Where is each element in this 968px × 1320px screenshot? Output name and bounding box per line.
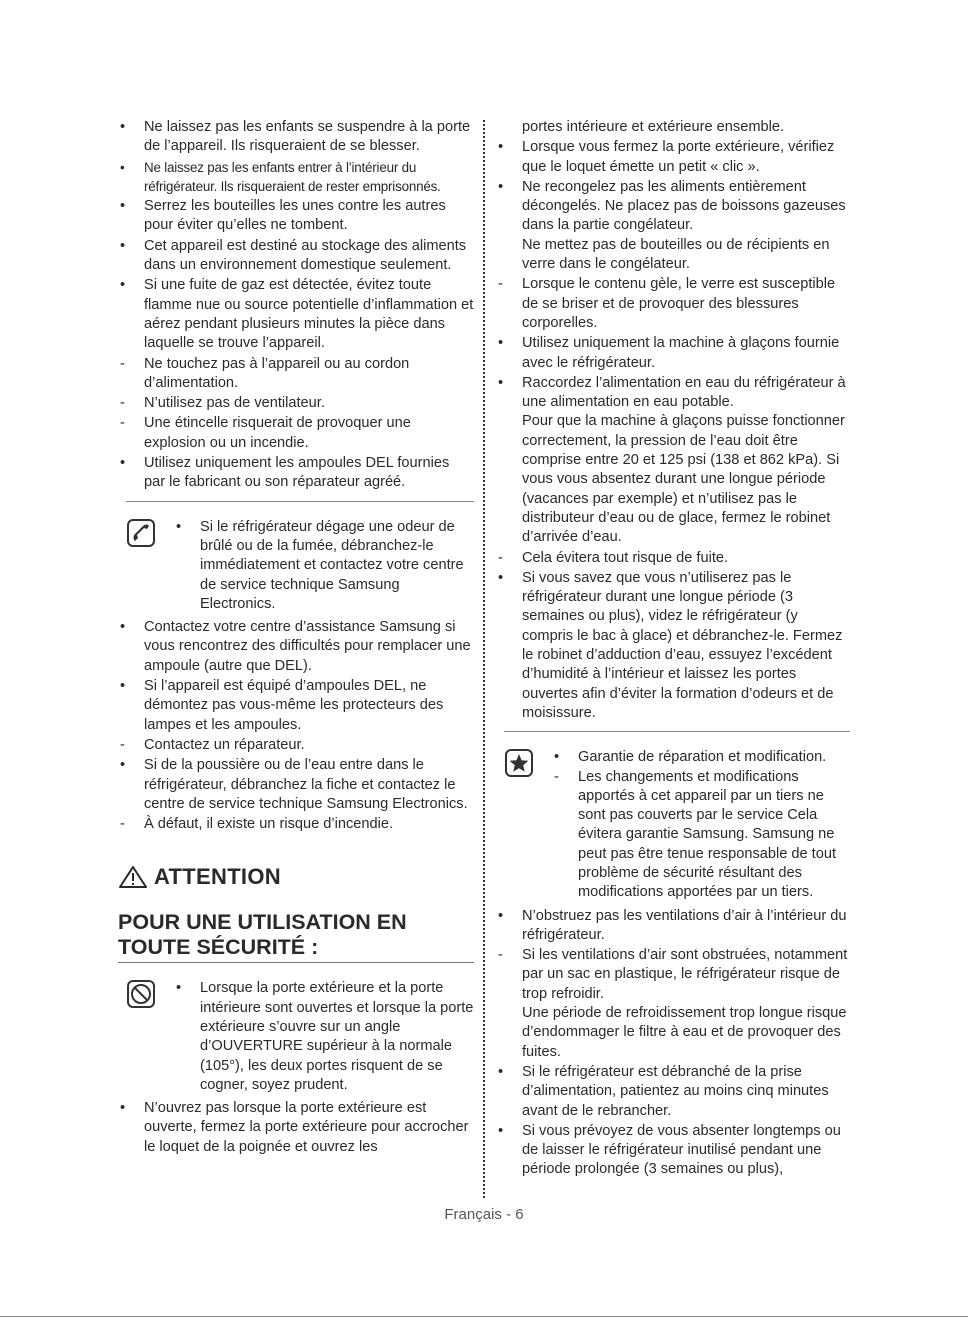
item-text: Lorsque le contenu gèle, le verre est susceptible de se briser et de provoquer des blessures corporelles.: [522, 276, 836, 331]
list-item: [118, 197, 474, 236]
bullet-marker: •: [120, 237, 126, 254]
list-item: [496, 907, 850, 946]
dash-marker: -: [554, 768, 559, 785]
dash-marker: -: [120, 395, 125, 412]
attention-title: ATTENTION: [154, 864, 281, 890]
item-text: Raccordez l’alimentation en eau du réfrigérateur à une alimentation en eau potable. Pour que la machine à glaçons puisse fonctionner correctement, la pression de l’eau doit être comprise entre 20 et 125 psi (138 et 862 kPa). Si vous vous absentez durant une longue période (vacances par exemple) et n’utilisez pas le distributeur d’eau ou de glace, fermez le robinet d’arrivée d’eau.: [522, 374, 846, 546]
item-text: À défaut, il existe un risque d’incendie.: [144, 816, 394, 833]
dash-marker: -: [120, 355, 125, 372]
list-item: [552, 748, 850, 767]
list-item: [118, 118, 474, 157]
right-column: [496, 118, 850, 1181]
page-footer: Français - 6: [444, 1206, 524, 1223]
list-item: [174, 979, 474, 1095]
bullet-marker: •: [120, 198, 126, 215]
star-note-icon: [504, 748, 534, 778]
section-title: POUR UNE UTILISATION EN TOUTE SÉCURITÉ :: [118, 910, 474, 963]
item-text: Serrez les bouteilles les unes contre les autres pour éviter qu’elles ne tombent.: [144, 198, 446, 234]
list-item: [118, 355, 474, 394]
list-item: [496, 178, 850, 274]
bullet-marker: •: [498, 907, 504, 924]
bullet-marker: •: [498, 178, 504, 195]
item-text: Si vous savez que vous n’utiliserez pas le réfrigérateur durant une longue période (3 semaines ou plus), videz le réfrigérateur (y compris le bac à glace) et débranchez-le. Fermez le robinet d’adduction d’eau, essuyez l’excédent d’humidité à l’intérieur et laissez les portes ouvertes afin d’éviter la formation d’odeurs et de moisissure.: [522, 569, 843, 721]
bullet-marker: •: [498, 1063, 504, 1080]
item-text: Cet appareil est destiné au stockage des aliments dans un environnement domestique seulement.: [144, 237, 467, 274]
item-text: Lorsque vous fermez la porte extérieure, vérifiez que le loquet émette un petit « clic ».: [522, 139, 835, 175]
item-text: Contactez un réparateur.: [144, 736, 305, 753]
item-text: Si de la poussière ou de l’eau entre dans le réfrigérateur, débranchez la fiche et contactez le centre de service technique Samsung Electronics.: [144, 757, 468, 812]
dash-marker: -: [498, 947, 503, 964]
item-text: Si vous prévoyez de vous absenter longtemps ou de laisser le réfrigérateur inutilisé pendant une période prolongée (3 semaines ou plus),: [522, 1122, 841, 1178]
list-item: [496, 1063, 850, 1121]
bullet-marker: •: [120, 678, 126, 695]
note-warranty: [496, 748, 850, 902]
list-item: [496, 374, 850, 548]
divider-line: [126, 501, 474, 502]
bullet-marker: •: [554, 749, 560, 766]
item-text: Ne touchez pas à l’appareil ou au cordon d’alimentation.: [144, 355, 410, 391]
warning-triangle-icon: [118, 865, 148, 889]
item-text: Une étincelle risquerait de provoquer une explosion ou un incendie.: [144, 415, 411, 451]
bullet-marker: •: [120, 619, 126, 636]
bullet-marker: •: [120, 757, 126, 774]
dash-marker: -: [120, 816, 125, 833]
item-text: Si le réfrigérateur dégage une odeur de brûlé ou de la fumée, débranchez-le immédiatement et contactez votre centre de service technique Samsung Electronics.: [200, 518, 464, 612]
item-text: Ne recongelez pas les aliments entièrement décongelés. Ne placez pas de boissons gazeuses dans la partie congélateur. Ne mettez pas de bouteilles ou de récipients en verre dans le congélateur.: [522, 178, 846, 273]
item-text: portes intérieure et extérieure ensemble.: [522, 119, 785, 135]
phone-call-icon: [126, 518, 156, 548]
note-prohibited: [118, 979, 474, 1095]
right-list-a: [496, 118, 850, 723]
bullet-marker: •: [120, 1100, 126, 1117]
list-item: [118, 158, 474, 197]
list-item: [118, 1099, 474, 1157]
dash-marker: -: [120, 736, 125, 753]
bullet-marker: •: [498, 374, 504, 391]
bullet-marker: •: [176, 980, 182, 997]
bullet-marker: •: [176, 518, 182, 535]
item-text: N’utilisez pas de ventilateur.: [144, 395, 325, 412]
item-text: N’ouvrez pas lorsque la porte extérieure est ouverte, fermez la porte extérieure pour accrocher le loquet de la poignée et ouvrez les: [144, 1100, 469, 1155]
list-item: [118, 815, 474, 834]
list-item: [118, 276, 474, 353]
dash-marker: -: [120, 415, 125, 432]
attention-heading: [118, 864, 474, 890]
list-item: [118, 756, 474, 814]
bullet-marker: •: [498, 139, 504, 156]
right-list-b: [496, 907, 850, 1180]
bullet-marker: •: [120, 455, 126, 472]
list-item: [496, 946, 850, 1062]
list-item: [118, 618, 474, 676]
item-text: Si l’appareil est équipé d’ampoules DEL, ne démontez pas vous-même les protecteurs des lampes et les ampoules.: [144, 678, 444, 733]
item-text: Garantie de réparation et modification.: [578, 749, 827, 766]
bullet-marker: •: [498, 569, 504, 586]
list-item: [118, 736, 474, 755]
bullet-marker: •: [120, 159, 125, 175]
item-text: Si le réfrigérateur est débranché de la prise d’alimentation, patientez au moins cinq minutes avant de le rebrancher.: [522, 1063, 829, 1119]
item-text: Lorsque la porte extérieure et la porte intérieure sont ouvertes et lorsque la porte extérieure s’ouvre sur un angle d’OUVERTURE supérieur à la normale (105°), les deux portes risquent de se cogner, soyez prudent.: [200, 980, 474, 1093]
divider-line: [504, 731, 850, 732]
bottom-edge-line: [0, 1316, 968, 1317]
list-item: [496, 275, 850, 333]
bullet-marker: •: [120, 119, 126, 135]
list-item: [496, 569, 850, 723]
item-text: Contactez votre centre d’assistance Samsung si vous rencontrez des difficultés pour remplacer une ampoule (autre que DEL).: [144, 619, 471, 674]
list-item: [118, 414, 474, 453]
list-item: [496, 118, 850, 137]
prohibited-icon: [126, 979, 156, 1009]
list-item: [174, 518, 474, 614]
left-list-a: [118, 118, 474, 493]
bullet-marker: •: [120, 277, 126, 294]
item-text: Si une fuite de gaz est détectée, évitez toute flamme nue ou source potentielle d’inflammation et aérez pendant plusieurs minutes la pièce dans laquelle se trouve l’appareil.: [144, 277, 474, 352]
item-text: Utilisez uniquement la machine à glaçons fournie avec le réfrigérateur.: [522, 335, 840, 371]
item-text: N’obstruez pas les ventilations d’air à l’intérieur du réfrigérateur.: [522, 907, 847, 943]
column-divider: [483, 120, 485, 1198]
list-item: [118, 677, 474, 735]
list-item: [496, 1122, 850, 1180]
list-item: [552, 768, 850, 903]
list-item: [118, 394, 474, 413]
dash-marker: -: [498, 276, 503, 293]
item-text: Ne laissez pas les enfants se suspendre à la porte de l’appareil. Ils risqueraient de se blesser.: [144, 119, 471, 155]
item-text: Utilisez uniquement les ampoules DEL fournies par le fabricant ou son réparateur agréé.: [144, 455, 450, 491]
left-list-b: [118, 618, 474, 834]
item-text: Les changements et modifications apportés à cet appareil par un tiers ne sont pas couverts par le service Cela évitera garantie Samsung. Samsung ne peut pas être tenue responsable de tout problème de sécurité résultant des modifications apportées par un tiers.: [578, 768, 837, 901]
item-text: Cela évitera tout risque de fuite.: [522, 549, 729, 566]
dash-marker: -: [498, 549, 503, 566]
list-item: [496, 334, 850, 373]
list-item: [496, 549, 850, 568]
bullet-marker: •: [498, 335, 504, 352]
item-text: Si les ventilations d’air sont obstruées, notamment par un sac en plastique, le réfrigérateur risque de trop refroidir. Une période de refroidissement trop longue risque d’endommager le filtre à eau et de provoquer des fuites.: [522, 947, 848, 1060]
list-item: [496, 138, 850, 177]
left-column: [118, 118, 474, 1158]
bullet-marker: •: [498, 1122, 504, 1139]
note-call-service: [118, 518, 474, 614]
list-item: [118, 237, 474, 276]
left-list-c: [118, 1099, 474, 1157]
item-text: Ne laissez pas les enfants entrer à l’intérieur du réfrigérateur. Ils risqueraient de rester emprisonnés.: [144, 159, 441, 194]
list-item: [118, 454, 474, 493]
